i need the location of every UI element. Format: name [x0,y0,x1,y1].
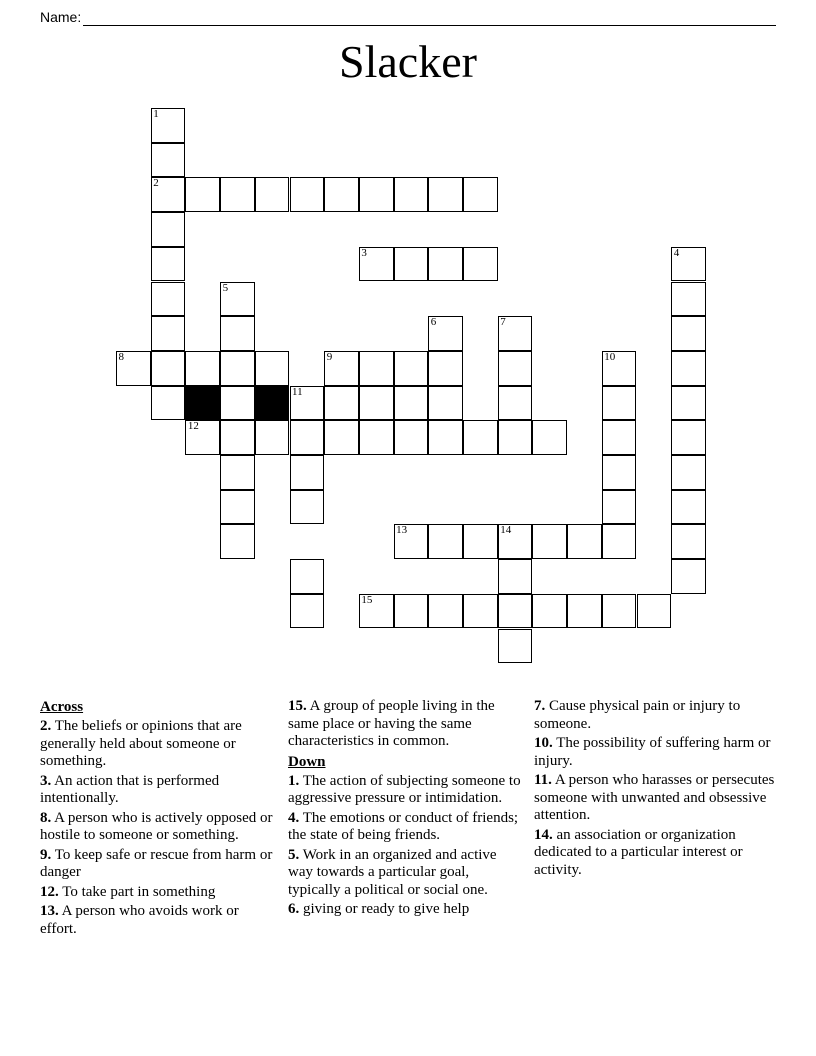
grid-cell[interactable] [151,177,186,212]
grid-cell[interactable] [671,247,706,282]
grid-cell[interactable] [428,524,463,559]
clue-item [40,773,278,808]
grid-cell[interactable] [428,316,463,351]
grid-cell[interactable] [602,594,637,629]
clue-number: 6. [288,901,300,917]
grid-cell[interactable] [359,351,394,386]
grid-cell[interactable] [602,524,637,559]
clue-number: 7. [534,698,546,714]
grid-cell[interactable] [498,524,533,559]
grid-cell-number: 12 [187,420,199,433]
grid-cell-number: 14 [500,524,512,537]
grid-cell[interactable] [671,455,706,490]
page-title: Slacker [339,36,477,87]
grid-cell[interactable] [151,316,186,351]
clues-column-1 [40,698,288,940]
clue-number: 4. [288,809,300,826]
grid-cell-number: 13 [396,524,408,537]
grid-cell[interactable] [394,594,429,629]
grid-cell[interactable] [463,594,498,629]
clue-text: To keep safe or rescue from harm or danger [40,846,273,880]
across-clue-list-part2 [288,698,524,751]
grid-cell-number: 6 [430,316,437,329]
grid-cell[interactable] [671,420,706,455]
grid-cell[interactable] [532,420,567,455]
grid-cell[interactable] [116,351,151,386]
clue-item [40,810,278,845]
grid-cell[interactable] [602,420,637,455]
grid-cell[interactable] [602,351,637,386]
clue-text: An action that is performed intentionally. [40,772,220,806]
grid-cell[interactable] [359,177,394,212]
down-heading: Down [288,753,326,770]
grid-cell[interactable] [220,455,255,490]
clue-item [534,698,780,733]
grid-cell[interactable] [185,351,220,386]
grid-cell[interactable] [602,490,637,525]
grid-cell[interactable] [394,247,429,282]
grid-cell[interactable] [290,386,325,421]
grid-cell[interactable] [324,351,359,386]
across-clue-list-part1 [40,718,278,938]
clue-text: The possibility of suffering harm or injury. [534,735,771,769]
clue-text: giving or ready to give help [299,901,470,917]
clue-number: 14. [534,826,553,843]
clue-item [288,901,524,919]
grid-cell-number: 1 [153,108,159,120]
grid-cell[interactable] [151,386,186,421]
clues-column-2 [288,698,534,940]
grid-cell-number: 11 [292,385,303,398]
clue-text: The emotions or conduct of friends; the state of being friends. [288,809,519,843]
grid-cell-number: 2 [153,177,159,190]
grid-cell[interactable] [463,420,498,455]
grid-cell[interactable] [428,420,463,455]
grid-cell[interactable] [637,594,672,629]
grid-cell[interactable] [671,559,706,594]
clue-item [40,847,278,882]
grid-cell[interactable] [498,386,533,421]
clue-item [534,735,780,770]
grid-cell[interactable] [498,420,533,455]
grid-cell[interactable] [394,177,429,212]
grid-cell[interactable] [290,177,325,212]
grid-cell[interactable] [671,386,706,421]
across-heading: Across [40,699,84,715]
grid-cell[interactable] [498,629,533,664]
grid-cell[interactable] [428,386,463,421]
clue-text: A person who harasses or persecutes someone with unwanted and obsessive attention. [534,772,775,823]
grid-cell[interactable] [463,177,498,212]
clue-text: A person who is actively opposed or hostile to someone or something. [40,809,273,843]
clue-text: To take part in something [58,883,216,900]
grid-cell[interactable] [498,594,533,629]
down-clue-list-part2 [534,698,780,879]
grid-cell[interactable] [359,247,394,282]
grid-block-cell [185,386,220,421]
grid-cell-number: 5 [222,281,229,294]
clue-number: 10. [534,735,553,751]
grid-cell-number: 8 [118,350,124,363]
grid-cell[interactable] [324,420,359,455]
grid-cell[interactable] [498,316,533,351]
clue-text: an association or organization dedicated to a particular interest or activity. [534,826,743,878]
grid-cell[interactable] [151,212,186,247]
grid-cell[interactable] [567,524,602,559]
grid-cell[interactable] [220,490,255,525]
grid-cell-number: 3 [361,246,367,259]
grid-cell[interactable] [220,282,255,317]
grid-cell[interactable] [290,420,325,455]
grid-cell[interactable] [185,420,220,455]
grid-cell[interactable] [255,420,290,455]
grid-cell[interactable] [290,455,325,490]
grid-cell-number: 10 [604,350,616,363]
clue-item [534,772,780,825]
grid-cell[interactable] [151,351,186,386]
clue-number: 12. [40,883,59,900]
name-label: Name: [40,9,82,25]
grid-cell-number: 15 [361,593,373,606]
grid-cell[interactable] [290,490,325,525]
grid-cell[interactable] [671,351,706,386]
clue-text: Work in an organized and active way towards a particular goal, typically a political or social one. [288,846,497,898]
clue-text: A person who avoids work or effort. [40,903,239,937]
clue-number: 5. [288,846,300,863]
clue-item [40,718,278,771]
clue-item [288,773,524,808]
grid-cell[interactable] [359,594,394,629]
grid-cell[interactable] [185,177,220,212]
grid-cell[interactable] [324,177,359,212]
grid-cell[interactable] [220,177,255,212]
grid-cell[interactable] [671,524,706,559]
grid-cell[interactable] [428,351,463,386]
grid-cell[interactable] [428,247,463,282]
clue-number: 9. [40,846,52,863]
grid-cell[interactable] [532,524,567,559]
grid-cell[interactable] [498,351,533,386]
grid-cell[interactable] [394,524,429,559]
grid-cell[interactable] [671,490,706,525]
clue-item [288,847,524,900]
grid-cell[interactable] [255,177,290,212]
grid-cell[interactable] [394,351,429,386]
grid-cell[interactable] [567,594,602,629]
grid-cell[interactable] [463,524,498,559]
clue-item [40,903,278,938]
grid-cell[interactable] [359,386,394,421]
down-clue-list-part1 [288,773,524,919]
grid-cell[interactable] [428,594,463,629]
grid-cell[interactable] [290,559,325,594]
grid-cell[interactable] [359,420,394,455]
grid-cell[interactable] [220,524,255,559]
grid-cell[interactable] [151,247,186,282]
clue-item [40,884,278,902]
grid-cell[interactable] [602,386,637,421]
grid-cell[interactable] [671,282,706,317]
grid-cell[interactable] [671,316,706,351]
grid-cell[interactable] [220,386,255,421]
clue-item [288,698,524,751]
grid-cell[interactable] [498,559,533,594]
clue-number: 1. [288,772,300,789]
clue-text: The action of subjecting someone to aggressive pressure or intimidation. [288,772,521,806]
grid-cell[interactable] [428,177,463,212]
clues-section [40,698,780,940]
grid-cell-number: 4 [673,246,680,259]
clue-text: A group of people living in the same place or having the same characteristics in common. [288,698,495,749]
grid-cell[interactable] [151,108,186,143]
grid-cell[interactable] [394,420,429,455]
clue-number: 2. [40,718,52,734]
grid-cell[interactable] [255,351,290,386]
grid-cell-number: 7 [500,316,506,329]
grid-cell[interactable] [463,247,498,282]
clue-item [288,810,524,845]
grid-cell[interactable] [602,455,637,490]
clue-text: Cause physical pain or injury to someone. [534,698,741,732]
grid-cell-number: 9 [326,350,333,363]
grid-cell[interactable] [394,386,429,421]
grid-cell[interactable] [532,594,567,629]
grid-cell[interactable] [220,420,255,455]
grid-cell[interactable] [220,351,255,386]
clue-number: 15. [288,698,307,714]
clue-text: The beliefs or opinions that are generally held about someone or something. [40,718,242,769]
grid-cell[interactable] [324,386,359,421]
clue-number: 3. [40,772,52,789]
clue-number: 11. [534,772,552,788]
clue-item [534,827,780,880]
grid-cell[interactable] [220,316,255,351]
grid-cell[interactable] [290,594,325,629]
grid-cell[interactable] [151,143,186,178]
grid-block-cell [255,386,290,421]
clue-number: 8. [40,809,52,826]
clue-number: 13. [40,903,59,919]
clues-column-3 [534,698,780,940]
grid-cell[interactable] [151,282,186,317]
